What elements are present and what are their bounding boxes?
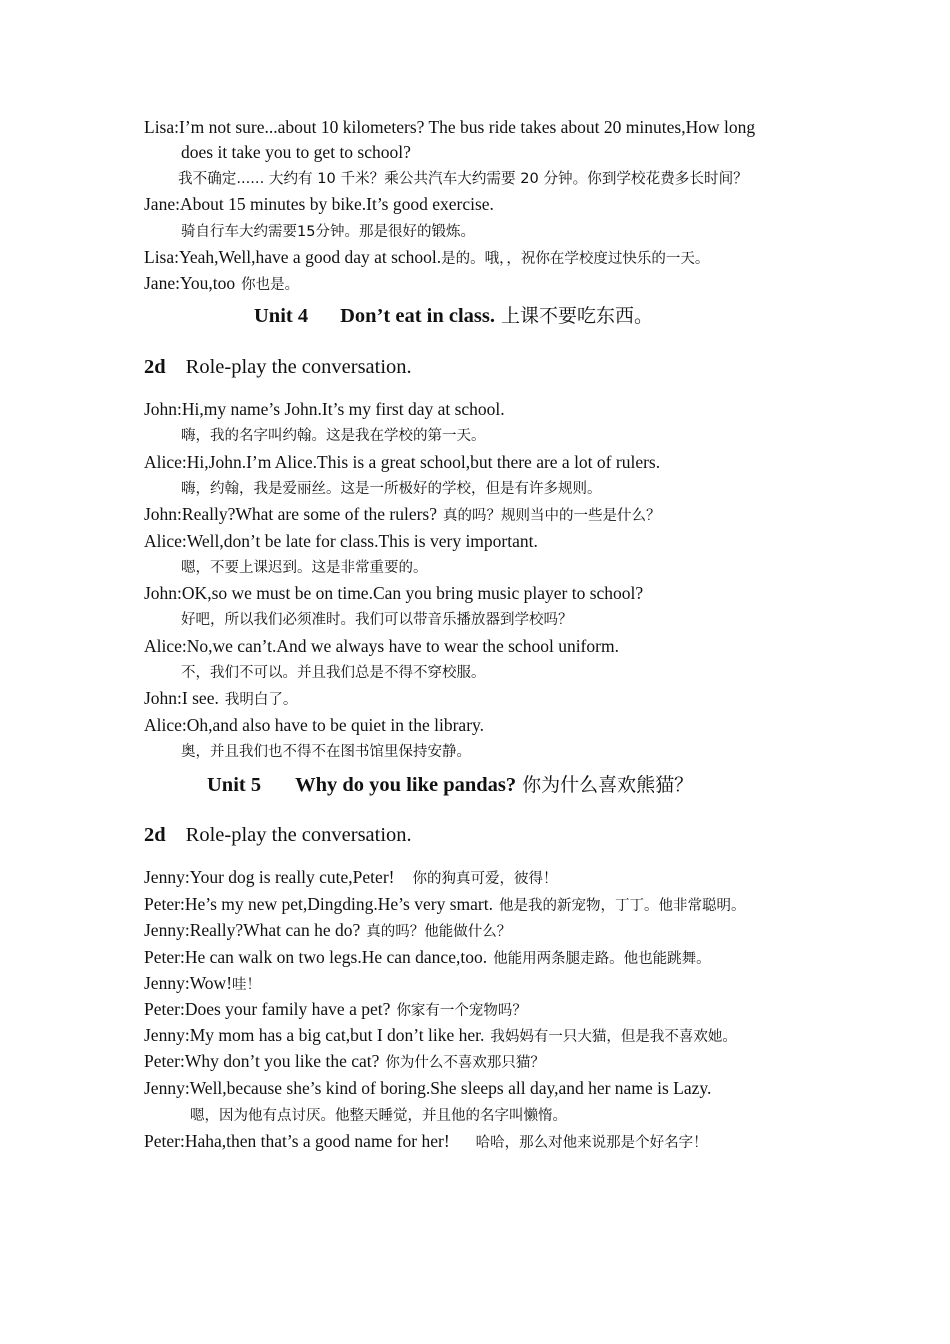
english-text: Jane:You,too: [144, 273, 236, 293]
chinese-translation: 真的吗？规则当中的一些是什么？: [443, 508, 661, 524]
task-heading: [144, 822, 412, 848]
chinese-translation: 他是我的新宠物，丁丁。他非常聪明。: [498, 898, 746, 914]
task-title: Role-play the conversation.: [185, 824, 412, 846]
dialogue-line: John:Hi,my name’s John.It’s my first day at school.: [144, 399, 505, 419]
dialogue-line: Jane:About 15 minutes by bike.It’s good exercise.: [144, 194, 494, 214]
translation-line: 骑自行车大约需要15分钟。那是很好的锻炼。: [181, 224, 475, 240]
task-heading: [144, 354, 412, 380]
english-text: Jenny:Your dog is really cute,Peter!: [144, 867, 395, 887]
dialogue-line: [144, 893, 745, 917]
dialogue-line: [144, 272, 299, 296]
unit-title: Don’t eat in class.: [340, 305, 495, 327]
english-text: Peter:Why don’t you like the cat?: [144, 1051, 380, 1071]
translation-line: 嗯，因为他有点讨厌。他整天睡觉，并且他的名字叫懒惰。: [190, 1108, 567, 1124]
dialogue-line: Alice:No,we can’t.And we always have to wear the school uniform.: [144, 636, 619, 656]
english-text: Peter:Does your family have a pet?: [144, 999, 391, 1019]
dialogue-line: [144, 919, 511, 943]
chinese-translation: 是的。哦，，祝你在学校度过快乐的一天。: [441, 251, 710, 267]
dialogue-line: Lisa:I’m not sure...about 10 kilometers? The bus ride takes about 20 minutes,How long: [144, 117, 756, 137]
chinese-translation: 你也是。: [241, 277, 300, 293]
unit-title-cn: 上课不要吃东西。: [501, 305, 654, 327]
translation-line: 嗨，约翰，我是爱丽丝。这是一所极好的学校，但是有许多规则。: [181, 481, 602, 497]
task-title: Role-play the conversation.: [185, 356, 412, 378]
dialogue-line: [144, 1130, 708, 1154]
dialogue-line: [144, 1050, 545, 1074]
english-text: Peter:He’s my new pet,Dingding.He’s very smart.: [144, 894, 493, 914]
dialogue-line: [144, 503, 661, 527]
dialogue-line: [144, 972, 261, 996]
chinese-translation: 你为什么不喜欢那只猫？: [385, 1055, 545, 1071]
task-number: 2d: [144, 824, 166, 846]
translation-line: 嗯，不要上课迟到。这是非常重要的。: [181, 560, 428, 576]
dialogue-line: [144, 946, 711, 970]
dialogue-line: Alice:Hi,John.I’m Alice.This is a great school,but there are a lot of rulers.: [144, 452, 661, 472]
translation-line: 奥，并且我们也不得不在图书馆里保持安静。: [181, 744, 471, 760]
english-text: Peter:He can walk on two legs.He can dance,too.: [144, 947, 488, 967]
english-text: Jenny:My mom has a big cat,but I don’t like her.: [144, 1025, 485, 1045]
translation-line: 不，我们不可以。并且我们总是不得不穿校服。: [181, 665, 486, 681]
translation-line: 嗨，我的名字叫约翰。这是我在学校的第一天。: [181, 428, 486, 444]
chinese-translation: 我妈妈有一只大猫，但是我不喜欢她。: [490, 1029, 737, 1045]
unit-heading: [207, 772, 693, 798]
dialogue-line: John:OK,so we must be on time.Can you bring music player to school?: [144, 583, 644, 603]
chinese-translation: 哈哈，那么对他来说那是个好名字！: [475, 1135, 708, 1151]
unit-number: Unit 4: [254, 305, 309, 327]
dialogue-line: [144, 866, 557, 890]
chinese-translation: 哇！: [232, 977, 262, 993]
dialogue-line: [144, 1024, 737, 1048]
english-text: Lisa:Yeah,Well,have a good day at school.: [144, 247, 442, 267]
dialogue-line: [144, 998, 527, 1022]
translation-line: 好吧，所以我们必须准时。我们可以带音乐播放器到学校吗？: [181, 612, 573, 628]
dialogue-line-cont: does it take you to get to school?: [181, 142, 411, 162]
english-text: Jenny:Really?What can he do?: [144, 920, 361, 940]
unit-number: Unit 5: [207, 774, 262, 796]
unit-title: Why do you like pandas?: [295, 774, 517, 796]
chinese-translation: 你的狗真可爱，彼得！: [412, 871, 558, 887]
unit-heading: [254, 303, 653, 329]
dialogue-line: [144, 246, 709, 270]
chinese-translation: 他能用两条腿走路。他也能跳舞。: [493, 951, 711, 967]
english-text: Jenny:Wow!: [144, 973, 233, 993]
dialogue-line: Alice:Well,don’t be late for class.This is very important.: [144, 531, 538, 551]
english-text: John:I see.: [144, 688, 219, 708]
chinese-translation: 真的吗？他能做什么？: [366, 924, 512, 940]
translation-line: 我不确定...... 大约有 10 千米？乘公共汽车大约需要 20 分钟。你到学校花费多长时间？: [178, 170, 748, 187]
chinese-translation: 你家有一个宠物吗？: [396, 1003, 527, 1019]
unit-title-cn: 你为什么喜欢熊猫？: [522, 774, 694, 796]
dialogue-line: Alice:Oh,and also have to be quiet in the library.: [144, 715, 485, 735]
dialogue-line: [144, 687, 297, 711]
task-number: 2d: [144, 356, 166, 378]
dialogue-line: Jenny:Well,because she’s kind of boring.She sleeps all day,and her name is Lazy.: [144, 1078, 712, 1098]
english-text: Peter:Haha,then that’s a good name for her!: [144, 1131, 450, 1151]
english-text: John:Really?What are some of the rulers?: [144, 504, 438, 524]
chinese-translation: 我明白了。: [224, 692, 298, 708]
